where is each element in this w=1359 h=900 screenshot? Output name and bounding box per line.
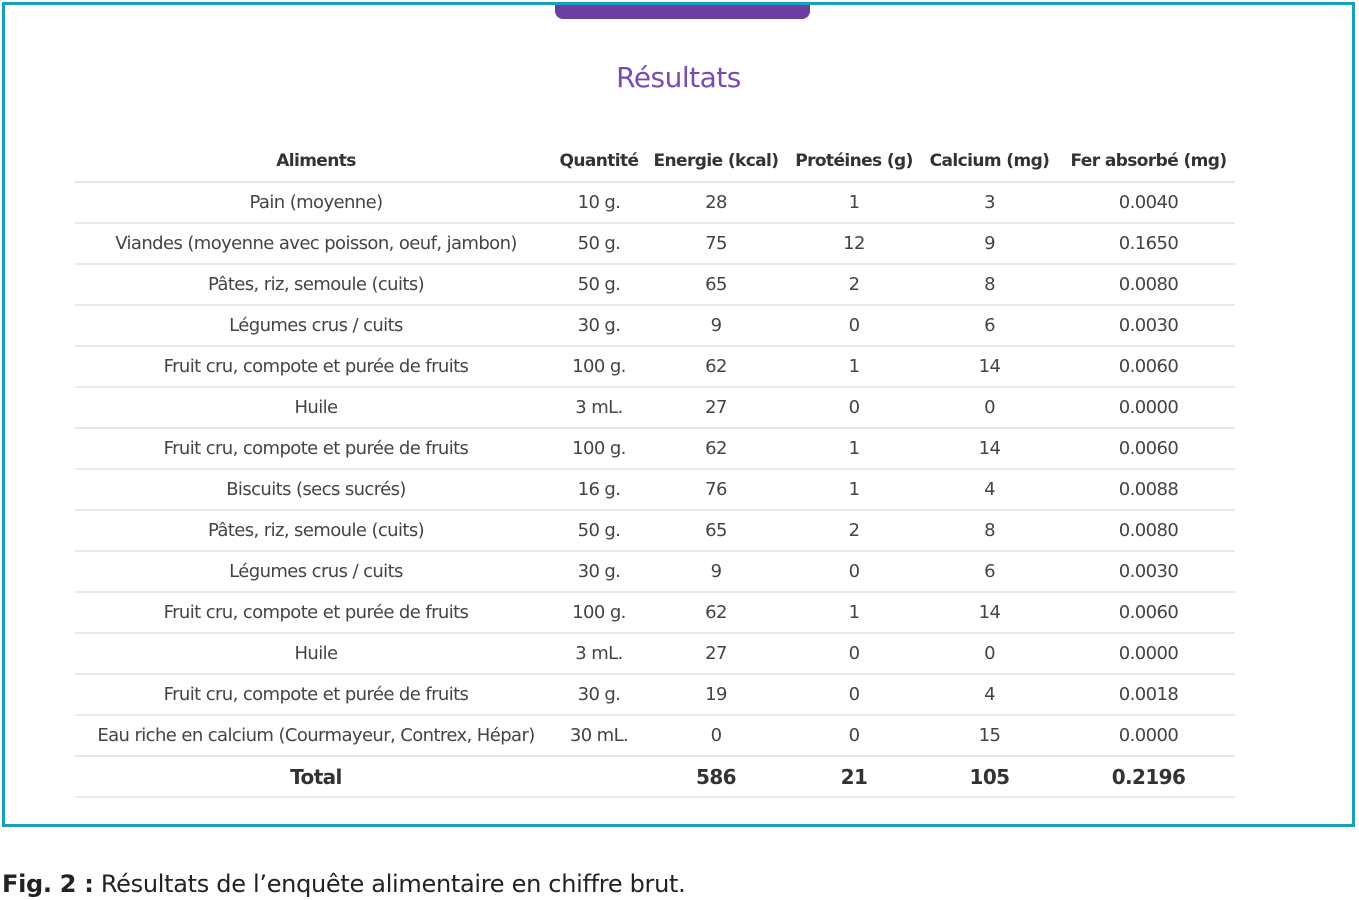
table-row: [75, 592, 1235, 633]
cell-iron: 0.0060: [1062, 592, 1235, 633]
cell-iron: 0.0030: [1062, 305, 1235, 346]
cell-iron: 0.0000: [1062, 387, 1235, 428]
results-table: [75, 141, 1235, 798]
cell-quantity: 3 mL.: [557, 387, 641, 428]
cell-calcium: 14: [917, 346, 1062, 387]
table-row: [75, 346, 1235, 387]
header-quantity: Quantité: [557, 141, 641, 182]
cell-quantity: 100 g.: [557, 346, 641, 387]
cell-food: Huile: [75, 633, 557, 674]
cell-food: Eau riche en calcium (Courmayeur, Contrex, Hépar): [75, 715, 557, 756]
cell-food: Fruit cru, compote et purée de fruits: [75, 428, 557, 469]
header-calcium: Calcium (mg): [917, 141, 1062, 182]
cell-energy: 75: [641, 223, 791, 264]
cell-food: Légumes crus / cuits: [75, 305, 557, 346]
cell-iron: 0.0060: [1062, 428, 1235, 469]
table-row: [75, 510, 1235, 551]
cell-quantity: 100 g.: [557, 592, 641, 633]
table-header-row: [75, 141, 1235, 182]
cell-quantity: 30 g.: [557, 551, 641, 592]
table-row: [75, 182, 1235, 223]
cell-iron: 0.1650: [1062, 223, 1235, 264]
cell-calcium: 9: [917, 223, 1062, 264]
table-row: [75, 633, 1235, 674]
cell-energy: 76: [641, 469, 791, 510]
cell-energy: 65: [641, 264, 791, 305]
cell-food: Fruit cru, compote et purée de fruits: [75, 674, 557, 715]
cell-energy: 9: [641, 551, 791, 592]
total-protein: 21: [791, 756, 917, 797]
cell-quantity: 50 g.: [557, 264, 641, 305]
table-row: [75, 551, 1235, 592]
cell-quantity: 3 mL.: [557, 633, 641, 674]
figure-caption: [2, 870, 685, 898]
cell-food: Légumes crus / cuits: [75, 551, 557, 592]
cell-quantity: 30 mL.: [557, 715, 641, 756]
cell-iron: 0.0088: [1062, 469, 1235, 510]
cell-calcium: 15: [917, 715, 1062, 756]
cell-protein: 0: [791, 305, 917, 346]
cell-iron: 0.0080: [1062, 510, 1235, 551]
cell-protein: 1: [791, 182, 917, 223]
cell-energy: 62: [641, 592, 791, 633]
cell-protein: 0: [791, 674, 917, 715]
cell-food: Biscuits (secs sucrés): [75, 469, 557, 510]
cell-calcium: 6: [917, 305, 1062, 346]
cell-energy: 19: [641, 674, 791, 715]
cell-iron: 0.0000: [1062, 633, 1235, 674]
cell-protein: 1: [791, 428, 917, 469]
cell-food: Pâtes, riz, semoule (cuits): [75, 264, 557, 305]
table-row: [75, 387, 1235, 428]
table-row: [75, 469, 1235, 510]
table-row: [75, 223, 1235, 264]
header-protein: Protéines (g): [791, 141, 917, 182]
total-energy: 586: [641, 756, 791, 797]
cell-iron: 0.0018: [1062, 674, 1235, 715]
cell-quantity: 30 g.: [557, 305, 641, 346]
cell-calcium: 0: [917, 387, 1062, 428]
caption-label: Fig. 2 :: [2, 870, 94, 898]
cell-calcium: 14: [917, 592, 1062, 633]
table-body: [75, 182, 1235, 797]
cell-calcium: 3: [917, 182, 1062, 223]
header-iron: Fer absorbé (mg): [1062, 141, 1235, 182]
cell-protein: 1: [791, 469, 917, 510]
total-row: [75, 756, 1235, 797]
cell-calcium: 0: [917, 633, 1062, 674]
cell-quantity: 50 g.: [557, 223, 641, 264]
cell-iron: 0.0040: [1062, 182, 1235, 223]
total-iron: 0.2196: [1062, 756, 1235, 797]
cell-energy: 62: [641, 346, 791, 387]
cell-energy: 28: [641, 182, 791, 223]
cell-quantity: 50 g.: [557, 510, 641, 551]
cell-quantity: 30 g.: [557, 674, 641, 715]
cell-protein: 0: [791, 387, 917, 428]
cell-food: Fruit cru, compote et purée de fruits: [75, 346, 557, 387]
cell-quantity: 16 g.: [557, 469, 641, 510]
cell-protein: 2: [791, 510, 917, 551]
cell-protein: 0: [791, 633, 917, 674]
cell-food: Pâtes, riz, semoule (cuits): [75, 510, 557, 551]
caption-text: Résultats de l’enquête alimentaire en chiffre brut.: [93, 870, 686, 898]
cell-energy: 27: [641, 633, 791, 674]
cell-iron: 0.0060: [1062, 346, 1235, 387]
figure-frame: [2, 2, 1355, 827]
cell-energy: 65: [641, 510, 791, 551]
cell-quantity: 10 g.: [557, 182, 641, 223]
table-row: [75, 305, 1235, 346]
table-row: [75, 715, 1235, 756]
cell-protein: 12: [791, 223, 917, 264]
cell-protein: 1: [791, 592, 917, 633]
cell-protein: 1: [791, 346, 917, 387]
cell-energy: 9: [641, 305, 791, 346]
cell-food: Huile: [75, 387, 557, 428]
cell-calcium: 8: [917, 264, 1062, 305]
results-title: Résultats: [616, 61, 741, 94]
total-quantity: [557, 756, 641, 797]
total-label: Total: [75, 756, 557, 797]
cell-protein: 2: [791, 264, 917, 305]
total-calcium: 105: [917, 756, 1062, 797]
header-food: Aliments: [75, 141, 557, 182]
cell-quantity: 100 g.: [557, 428, 641, 469]
cell-food: Fruit cru, compote et purée de fruits: [75, 592, 557, 633]
cell-food: Pain (moyenne): [75, 182, 557, 223]
cell-protein: 0: [791, 551, 917, 592]
cell-food: Viandes (moyenne avec poisson, oeuf, jambon): [75, 223, 557, 264]
cell-calcium: 6: [917, 551, 1062, 592]
cell-iron: 0.0030: [1062, 551, 1235, 592]
header-energy: Energie (kcal): [641, 141, 791, 182]
cell-iron: 0.0000: [1062, 715, 1235, 756]
cell-calcium: 4: [917, 469, 1062, 510]
cell-calcium: 4: [917, 674, 1062, 715]
cell-iron: 0.0080: [1062, 264, 1235, 305]
cell-protein: 0: [791, 715, 917, 756]
top-tab-decoration: [555, 5, 810, 19]
table-row: [75, 428, 1235, 469]
cell-calcium: 8: [917, 510, 1062, 551]
cell-energy: 0: [641, 715, 791, 756]
cell-energy: 27: [641, 387, 791, 428]
cell-calcium: 14: [917, 428, 1062, 469]
table-row: [75, 674, 1235, 715]
table-row: [75, 264, 1235, 305]
cell-energy: 62: [641, 428, 791, 469]
